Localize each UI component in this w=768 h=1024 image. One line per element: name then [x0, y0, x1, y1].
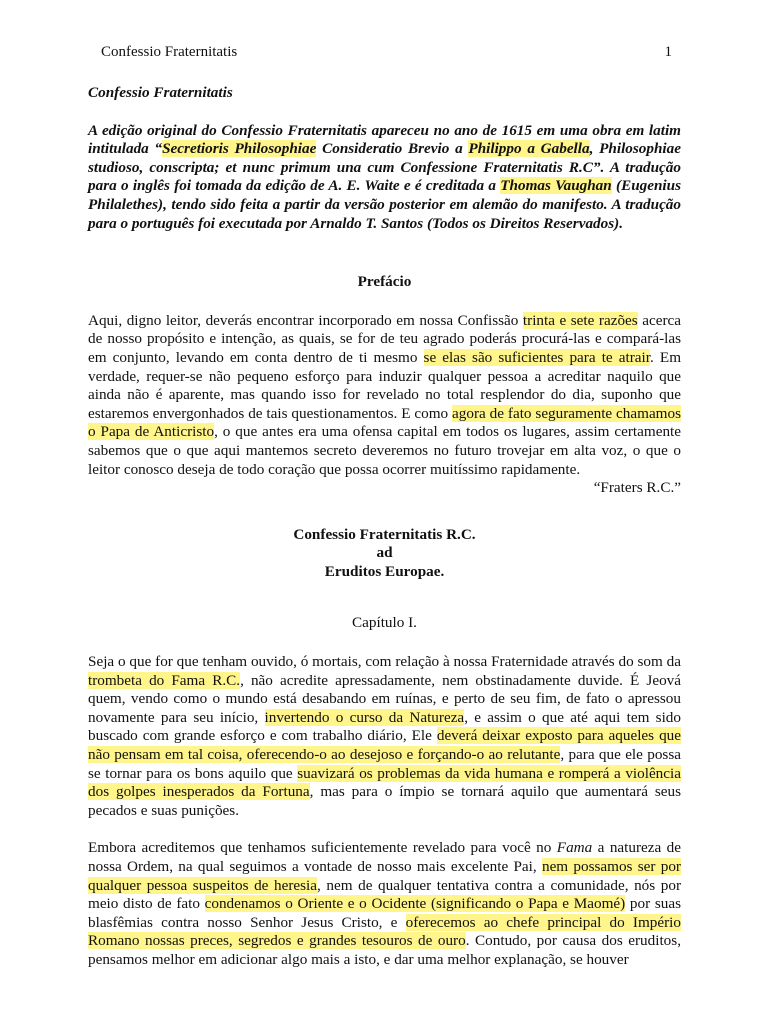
text-run: , não acredite apressadamente, nem obstinadamente duvide. É Jeová quem, vendo como o mundo está desabando em ruínas, e perto de seu fim, de fato o apressou novamente para seu início, [88, 671, 682, 726]
page-number: 1 [664, 44, 672, 60]
section-title-line-3: Eruditos Europae. [324, 562, 445, 580]
italic-text: Fama [556, 839, 593, 857]
text-run: (Eugenius Philalethes), tendo sido feita a partir da versão posterior em alemão do manifesto. A tradução para o português foi executada por Arnaldo T. Santos (Todos os Direitos Reservados). [88, 177, 681, 232]
text-run: acerca de nosso propósito e intenção, as quais, se for de teu agrado poderás procurá-las e compará-las em conjunto, levando em conta dentro de ti mesmo [88, 311, 681, 366]
highlighted-text: deverá deixar exposto para aqueles que não pensam em tal coisa, oferecendo-o ao desejoso e forçando-o ao relutante [88, 727, 681, 764]
prefacio-paragraph [88, 312, 681, 479]
highlighted-text: trombeta do Fama R.C. [88, 671, 241, 689]
document-body [88, 84, 681, 970]
highlighted-text: Thomas Vaughan [500, 177, 612, 195]
highlighted-text: se elas são suficientes para te atrair [423, 348, 650, 366]
header-title: Confessio Fraternitatis [101, 44, 238, 60]
text-run: , o que antes era uma ofensa capital em todos os lugares, assim certamente sabemos que o que aqui mantemos secreto deveremos no futuro trovejar em alta voz, o que o leitor conosco deseja de todo coração que possa ocorrer muitíssimo rapidamente. [88, 423, 681, 478]
intro-paragraph [88, 122, 681, 234]
highlighted-text: Secretioris Philosophiae [162, 140, 317, 158]
text-run: , nem de qualquer tentativa contra a comunidade, nós por meio disto de fato [88, 876, 682, 913]
text-run: Aqui, digno leitor, deverás encontrar incorporado em nossa Confissão [88, 311, 523, 329]
page-header [101, 42, 672, 62]
highlighted-text: suavizará os problemas da vida humana e romperá a violência dos golpes inesperados da Fortuna [88, 764, 681, 801]
section-title [88, 526, 681, 582]
text-run: Consideratio Brevio a [316, 140, 469, 158]
text-run: Seja o que for que tenham ouvido, ó mortais, com relação à nossa Fraternidade através do som da [88, 653, 681, 671]
text-run: Embora acreditemos que tenhamos suficientemente revelado para você no [88, 839, 557, 857]
highlighted-text: trinta e sete razões [522, 311, 638, 329]
text-run: . Em verdade, requer-se não pequeno esforço para induzir qualquer pessoa a acreditar naquilo que ainda não é aparente, mas quando isso for revelado no total resplendor do dia, suponho que estaremos envergonhados de tais questionamentos. E como [88, 348, 682, 422]
chapter-paragraph-2 [88, 839, 681, 969]
section-title-line-1: Confessio Fraternitatis R.C. [293, 525, 476, 543]
highlighted-text: Philippo a Gabella [468, 140, 590, 158]
section-title-line-2: ad [376, 544, 393, 562]
text-run: a natureza de nossa Ordem, na qual seguimos a vontade de nosso mais excelente Pai, [88, 839, 682, 875]
text-run: , Philosophiae studioso, conscripta; et nunc primum una cum Confessione Fraternitatis R.C”. A tradução para o inglês foi tomada da edição de A. E. Waite e é creditada a [88, 140, 681, 195]
highlighted-text: invertendo o curso da Natureza [264, 708, 465, 726]
chapter-paragraph-1 [88, 653, 681, 820]
highlighted-text: agora de fato seguramente chamamos o Papa de Anticristo [88, 404, 682, 441]
highlighted-text: condenamos o Oriente e o Ocidente (significando o Papa e Maomé) [204, 895, 626, 913]
highlighted-text: nem possamos ser por qualquer pessoa suspeitos de heresia [88, 858, 681, 894]
chapter-heading: Capítulo I. [352, 614, 417, 632]
prefacio-signature: “Fraters R.C.” [593, 479, 681, 497]
prefacio-heading: Prefácio [357, 273, 412, 291]
text-run: . Contudo, por causa dos eruditos, pensamos melhor em adicionar algo mais a isto, e dar uma melhor explanação, se houver [88, 932, 681, 968]
text-run: por suas blasfêmias contra nosso Senhor Jesus Cristo, e [88, 895, 681, 931]
highlighted-text: oferecemos ao chefe principal do Império Romano nossas preces, segredos e grandes tesouros de ouro [88, 913, 681, 950]
intro-title: Confessio Fraternitatis [88, 84, 233, 101]
text-run: , para que ele possa se tornar para os bons aquilo que [88, 746, 681, 782]
text-run: , e assim o que até aqui tem sido buscado com grande esforço e com trabalho diário, Ele [88, 708, 681, 745]
text-run: A edição original do Confessio Fraternitatis apareceu no ano de 1615 em uma obra em latim intitulada “ [88, 121, 681, 158]
text-run: , mas para o ímpio se tornará aquilo que aumentará seus pecados e suas punições. [88, 783, 681, 819]
